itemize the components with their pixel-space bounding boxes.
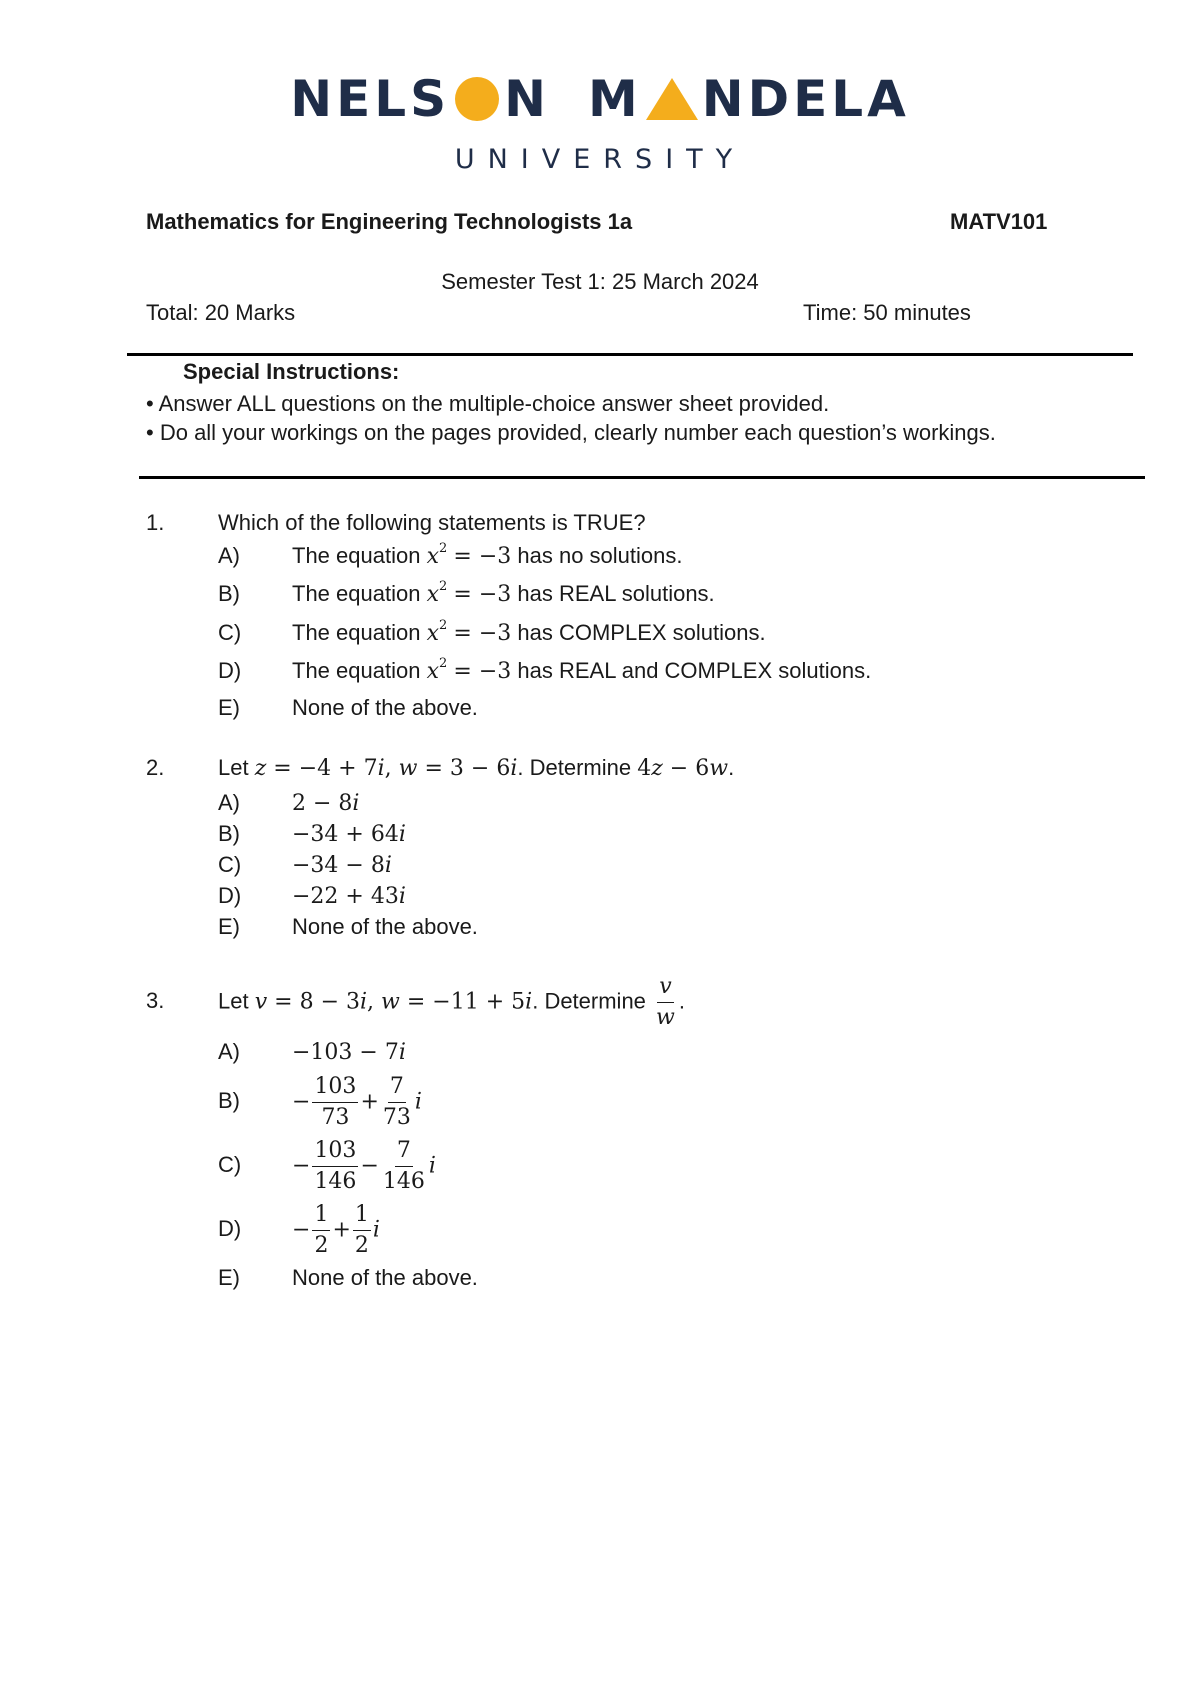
question-2: 2. Let z = −4 + 7i, w = 3 − 6i. Determine 4z − 6w.: [146, 755, 735, 781]
divider-bottom: [139, 476, 1145, 479]
q1-option-c: C) The equation $x^2 = -3$ has COMPLEX solutions.: [218, 618, 766, 646]
divider-top: [127, 353, 1133, 356]
q3-option-c: C) − $\frac{103}{146}$ − $\frac{7}{146}$ i: [218, 1138, 436, 1194]
logo-triangle-icon: [646, 78, 698, 120]
test-title: Semester Test 1: 25 March 2024: [441, 269, 759, 294]
q2-option-c: C) −34 − 8i: [218, 852, 392, 878]
university-logo: [0, 64, 1200, 134]
logo-text-m: M: [587, 70, 642, 128]
q2-option-a: A) 2 − 8i: [218, 790, 360, 816]
q3-fraction-v-over-w: $\frac{v}{w}$: [656, 974, 675, 1030]
q3-option-a: A) −103 − 7i: [218, 1039, 406, 1065]
total-marks: Total: 20 Marks: [146, 300, 296, 325]
course-title: Mathematics for Engineering Technologists 1a: [146, 209, 633, 234]
q3-option-e: E) None of the above.: [218, 1265, 478, 1290]
time-allowed: Time: 50 minutes: [803, 300, 971, 325]
bullet-icon: •: [146, 391, 159, 416]
q2-option-e: E) None of the above.: [218, 914, 478, 939]
logo-circle-icon: [455, 77, 499, 121]
question-1: 1. Which of the following statements is TRUE?: [146, 510, 646, 535]
instructions-title: Special Instructions:: [183, 359, 400, 384]
q3-option-d: D) − $\frac{1}{2}$ + $\frac{1}{2}$ i: [218, 1202, 380, 1258]
bullet-icon: •: [146, 420, 160, 445]
q3-option-b: B) − $\frac{103}{73}$ + $\frac{7}{73}$ i: [218, 1074, 422, 1130]
logo-text-n: N: [504, 70, 550, 128]
q1-option-a: A) The equation $x^2 = -3$ has no solutions.: [218, 541, 683, 569]
q1-option-e: E) None of the above.: [218, 695, 478, 720]
logo-text-nels: NELS: [290, 70, 451, 128]
q1-option-b: B) The equation $x^2 = -3$ has REAL solutions.: [218, 579, 715, 607]
q2-option-d: D) −22 + 43i: [218, 883, 406, 909]
logo-subtitle: UNIVERSITY: [454, 144, 746, 175]
logo-text-ndela: NDELA: [701, 70, 910, 128]
q1-option-d: D) The equation $x^2 = -3$ has REAL and COMPLEX solutions.: [218, 656, 872, 684]
question-3: 3. Let v = 8 − 3i, w = −11 + 5i. Determine $\frac{v}{w}$ .: [146, 972, 685, 1033]
instruction-item: • Do all your workings on the pages provided, clearly number each question’s workings.: [146, 420, 996, 445]
course-code: MATV101: [950, 209, 1048, 234]
q2-option-b: B) −34 + 64i: [218, 821, 406, 847]
instruction-item: • Answer ALL questions on the multiple-choice answer sheet provided.: [146, 391, 830, 416]
